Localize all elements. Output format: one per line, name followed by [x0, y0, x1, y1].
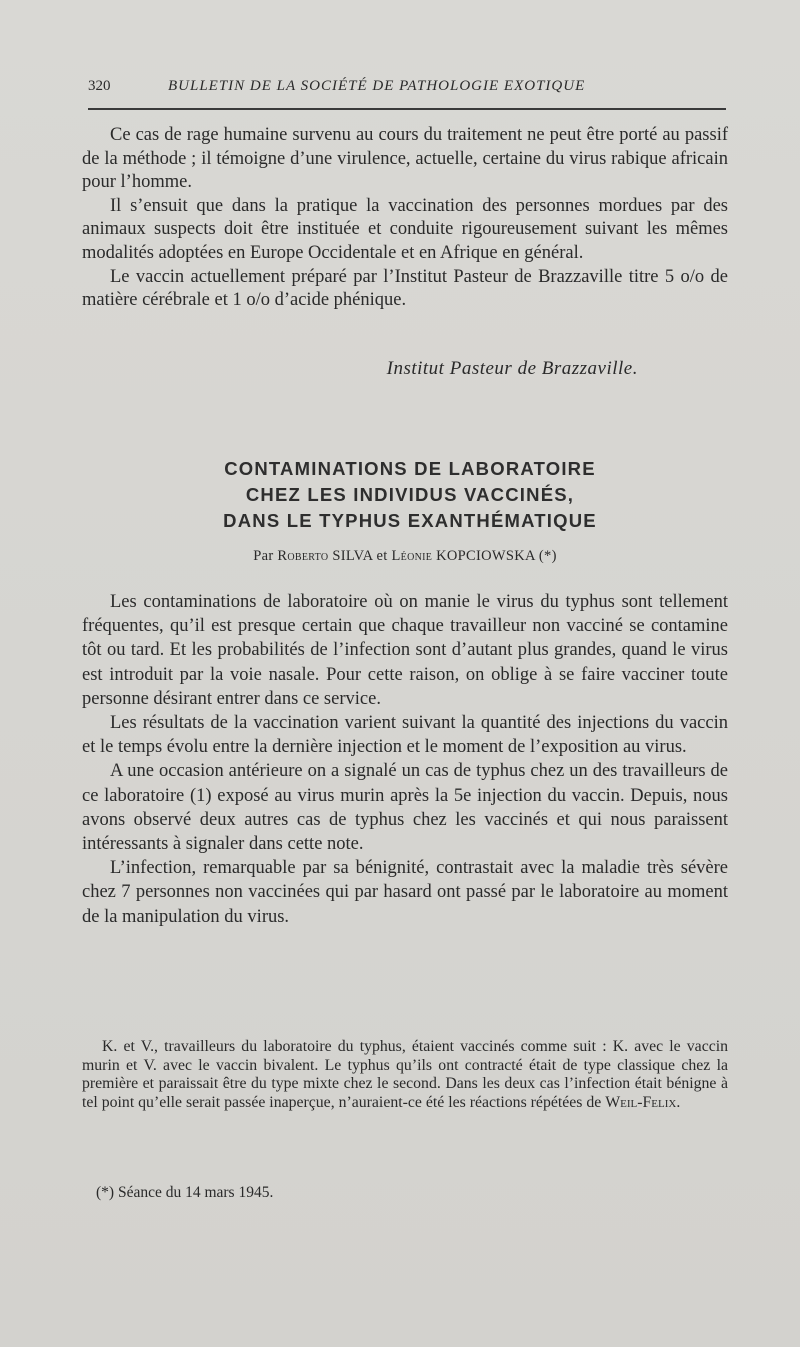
authors-conjunction: et — [376, 548, 388, 564]
page-header — [88, 78, 726, 102]
article-authors — [82, 548, 728, 565]
title-line: CONTAMINATIONS DE LABORATOIRE — [224, 458, 596, 479]
intro-section — [82, 124, 728, 313]
case-note — [82, 1038, 728, 1112]
article-body — [82, 590, 728, 929]
author2-last-name: KOPCIOWSKA — [436, 548, 535, 564]
case-note-name: Weil-Felix — [605, 1093, 677, 1111]
author1-last-name: SILVA — [332, 548, 373, 564]
case-note-end: . — [676, 1093, 681, 1111]
article-paragraph: L’infection, remarquable par sa bénignité, contrastait avec la maladie très sévère chez 7 personnes non vaccinées qui par hasard ont passé par le laboratoire au moment de la manipulation du virus. — [82, 858, 728, 927]
author1-first-name: Roberto — [277, 548, 329, 564]
footnote: (*) Séance du 14 mars 1945. — [96, 1184, 274, 1201]
article-paragraph: Les contaminations de laboratoire où on manie le virus du typhus sont tellement fréquentes, qu’il est presque certain que chaque travailleur non vacciné se contamine tôt ou tard. Et les probabilités de l’infection sont d’autant plus grandes, quand le virus est introduit par la voie nasale. Pour cette raison, on oblige à se faire vacciner toute personne désirant entrer dans ce service. — [82, 592, 728, 709]
intro-paragraph: Le vaccin actuellement préparé par l’Institut Pasteur de Brazzaville titre 5 o/o de matière cérébrale et 1 o/o d’acide phénique. — [82, 266, 728, 311]
case-note-text: K. et V., travailleurs du laboratoire du typhus, étaient vaccinés comme suit : K. avec le vaccin murin et V. avec le vaccin bivalent. Le typhus qu’ils ont contracté était de type classique chez la première et paraissait être du type mixte chez le second. Dans les deux cas l’infection était bénigne à tel point qu’elle serait passée inaperçue, n’auraient-ce été les réactions répétées de — [82, 1038, 728, 1111]
authors-prefix: Par — [253, 548, 274, 564]
page-number: 320 — [88, 78, 111, 94]
running-title: BULLETIN DE LA SOCIÉTÉ DE PATHOLOGIE EXOTIQUE — [168, 78, 586, 94]
header-rule — [88, 108, 726, 110]
case-note-paragraph — [82, 1038, 728, 1112]
article-paragraph: A une occasion antérieure on a signalé un cas de typhus chez un des travailleurs de ce laboratoire (1) exposé au virus murin après la 5e injection du vaccin. Depuis, nous avons observé deux autres cas de typhus chez les vaccinés et qui nous paraissent intéressants à signaler dans cette note. — [82, 761, 728, 855]
intro-paragraph: Ce cas de rage humaine survenu au cours du traitement ne peut être porté au passif de la méthode ; il témoigne d’une virulence, actuelle, certaine du virus rabique africain pour l’homme. — [82, 125, 728, 193]
footnote-mark: (*) — [538, 548, 557, 564]
article-paragraph: Les résultats de la vaccination varient suivant la quantité des injections du vaccin et le temps évolu entre la dernière injection et le moment de l’exposition au virus. — [82, 713, 728, 758]
intro-paragraph: Il s’ensuit que dans la pratique la vaccination des personnes mordues par des animaux suspects doit être instituée et conduite rigoureusement suivant les mêmes modalités adoptées en Europe Occidentale et en Afrique en général. — [82, 195, 728, 263]
title-line: CHEZ LES INDIVIDUS VACCINÉS, — [245, 484, 575, 505]
author2-first-name: Léonie — [391, 548, 433, 564]
signoff: Institut Pasteur de Brazzaville. — [386, 358, 638, 379]
article-title — [100, 456, 720, 534]
title-line: DANS LE TYPHUS EXANTHÉMATIQUE — [223, 510, 597, 531]
